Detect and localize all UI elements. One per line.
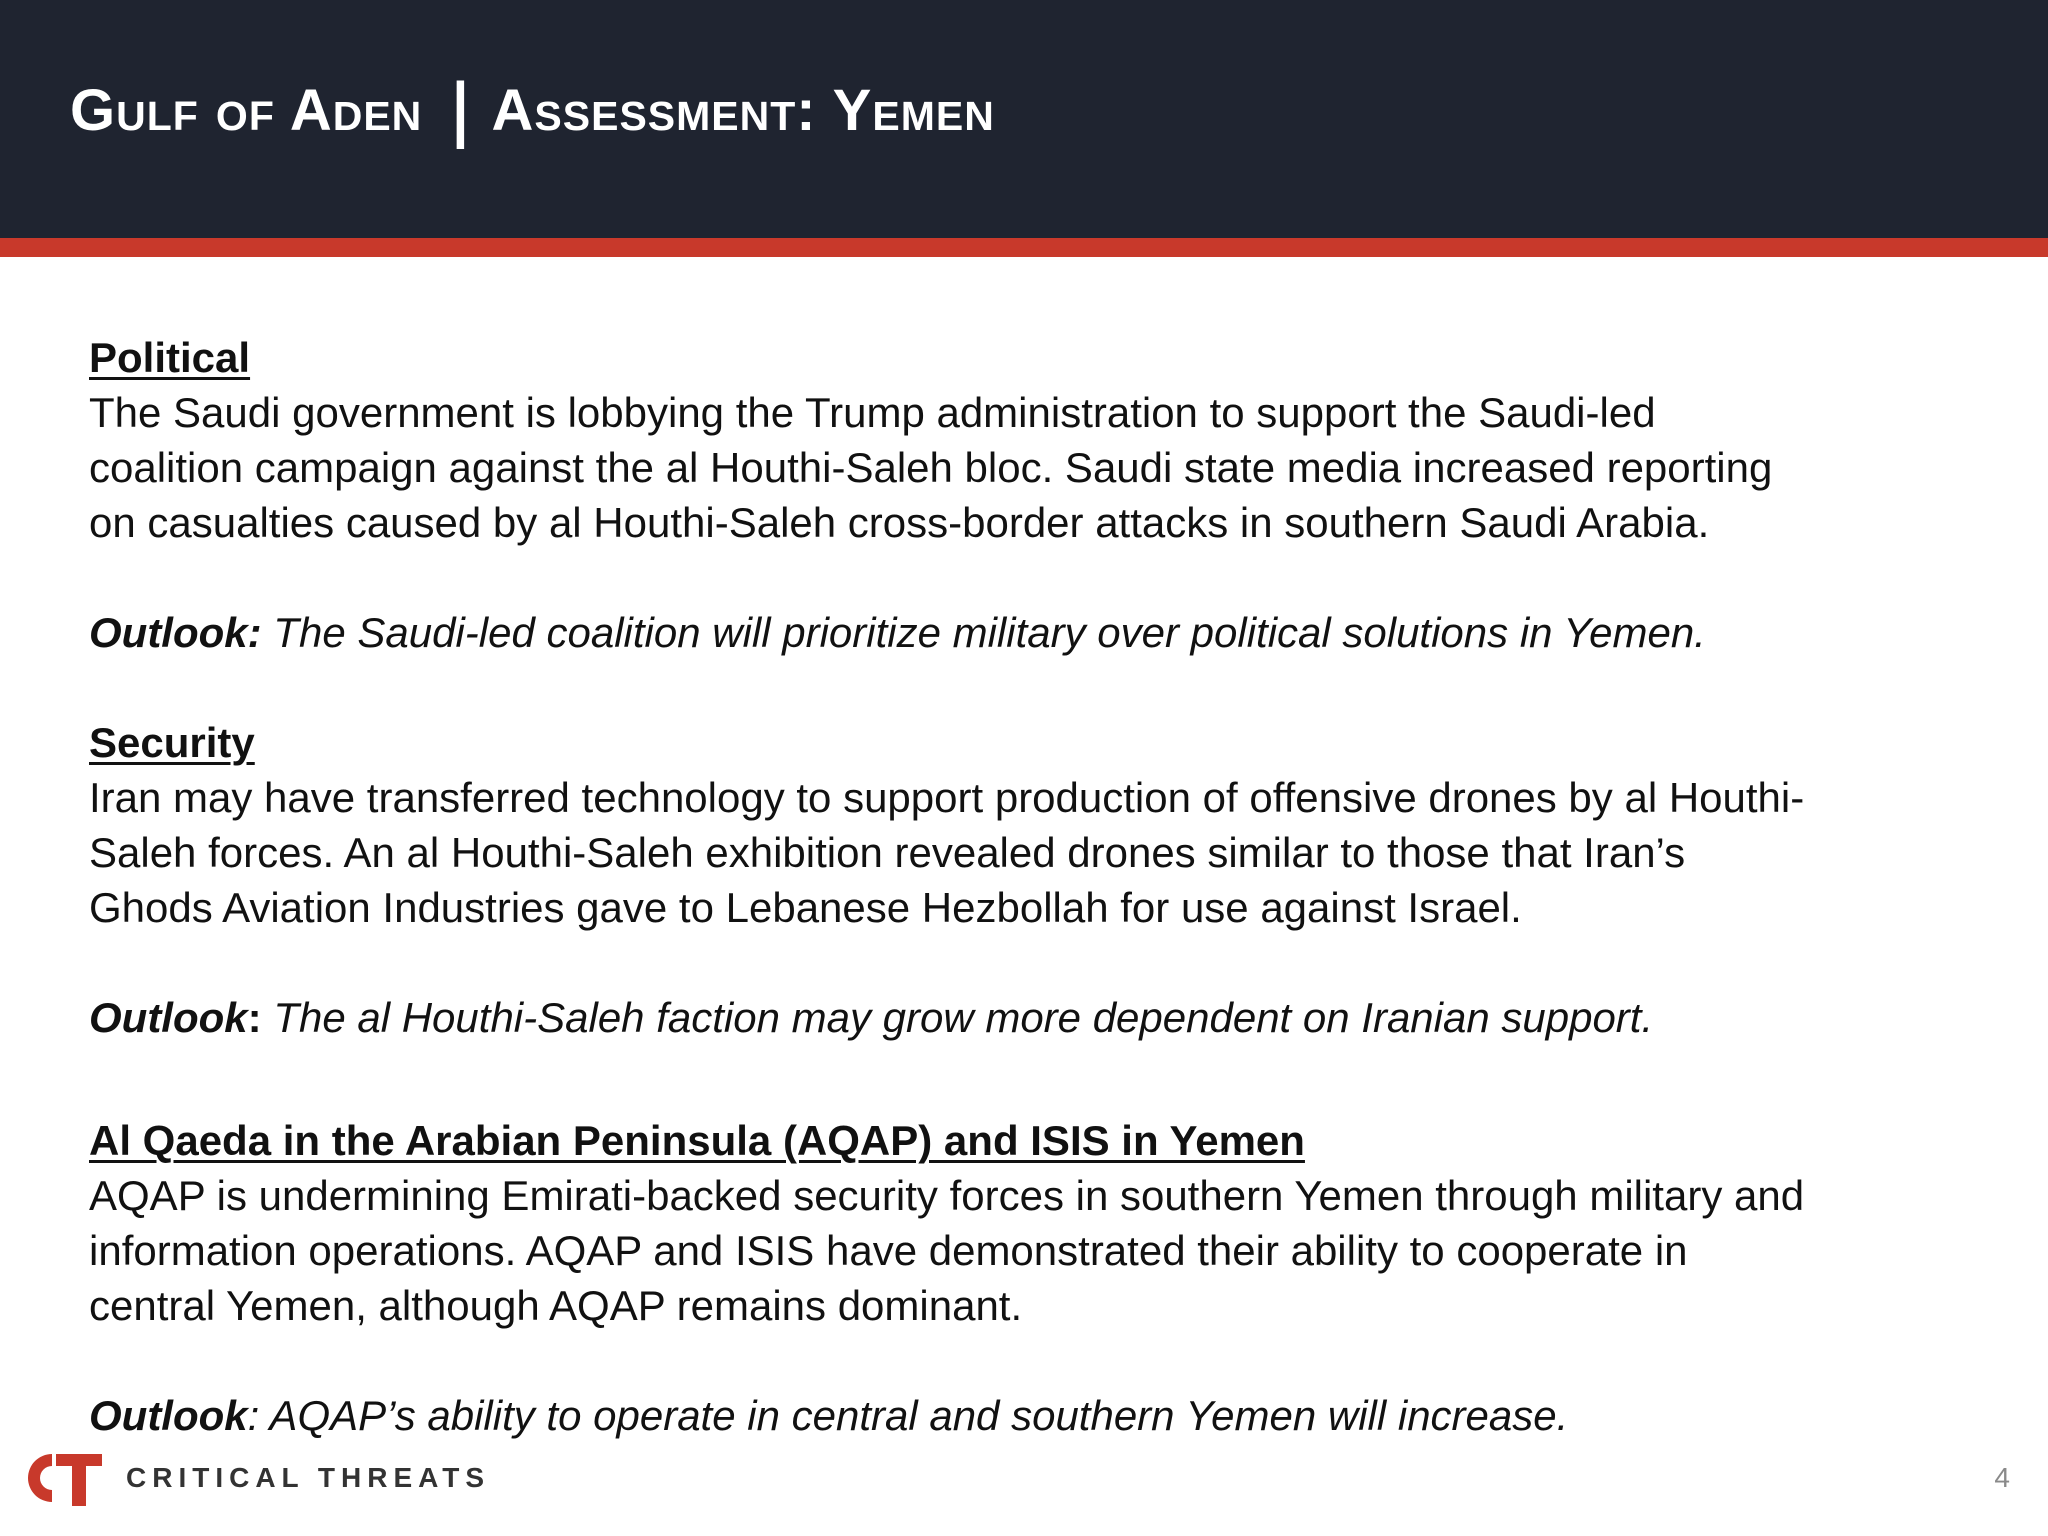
section-body-aqap bbox=[89, 1168, 1989, 1333]
critical-threats-logo bbox=[22, 1446, 490, 1510]
title-separator: | bbox=[452, 67, 470, 149]
section-heading-security: Security bbox=[89, 719, 255, 766]
logo-wordmark: CRITICAL THREATS bbox=[126, 1462, 491, 1493]
section-body-security bbox=[89, 770, 1989, 935]
section-heading-aqap: Al Qaeda in the Arabian Peninsula (AQAP) and ISIS in Yemen bbox=[89, 1117, 1305, 1164]
page-number: 4 bbox=[1994, 1462, 2010, 1493]
header-band bbox=[0, 0, 2048, 238]
body-line: on casualties caused by al Houthi-Saleh cross-border attacks in southern Saudi Arabia. bbox=[89, 499, 1710, 546]
outlook-aqap bbox=[89, 1388, 1989, 1443]
section-political bbox=[89, 330, 1989, 660]
outlook-label: Outlook: bbox=[89, 609, 262, 656]
section-heading-political: Political bbox=[89, 334, 251, 381]
title-right: Assessment: Yemen bbox=[491, 78, 995, 143]
body-line: information operations. AQAP and ISIS have demonstrated their ability to cooperate in bbox=[89, 1227, 1688, 1274]
body-line: central Yemen, although AQAP remains dominant. bbox=[89, 1282, 1023, 1329]
section-security bbox=[89, 715, 1989, 1045]
section-aqap bbox=[89, 1113, 1989, 1443]
slide-title bbox=[70, 67, 995, 149]
title-left: Gulf of Aden bbox=[70, 78, 423, 143]
body-line: Saleh forces. An al Houthi-Saleh exhibition revealed drones similar to those that Iran’s bbox=[89, 829, 1686, 876]
outlook-label: Outlook bbox=[89, 994, 248, 1041]
header-accent-stripe bbox=[0, 238, 2048, 257]
body-line: The Saudi government is lobbying the Trump administration to support the Saudi-led bbox=[89, 389, 1656, 436]
section-body-political bbox=[89, 385, 1989, 550]
ct-logo-icon bbox=[22, 1450, 104, 1506]
outlook-label: Outlook bbox=[89, 1392, 248, 1439]
outlook-text: The Saudi-led coalition will prioritize military over political solutions in Yemen. bbox=[261, 609, 1706, 656]
outlook-text: : AQAP’s ability to operate in central and southern Yemen will increase. bbox=[247, 1392, 1569, 1439]
outlook-political bbox=[89, 605, 1989, 660]
slide-content bbox=[89, 330, 1989, 1443]
body-line: AQAP is undermining Emirati-backed security forces in southern Yemen through military and bbox=[89, 1172, 1805, 1219]
body-line: Iran may have transferred technology to support production of offensive drones by al Houthi- bbox=[89, 774, 1805, 821]
outlook-colon: : bbox=[247, 994, 262, 1041]
outlook-text: The al Houthi-Saleh faction may grow more dependent on Iranian support. bbox=[261, 994, 1654, 1041]
outlook-security bbox=[89, 990, 1989, 1045]
body-line: Ghods Aviation Industries gave to Lebanese Hezbollah for use against Israel. bbox=[89, 884, 1522, 931]
body-line: coalition campaign against the al Houthi-Saleh bloc. Saudi state media increased reporting bbox=[89, 444, 1773, 491]
